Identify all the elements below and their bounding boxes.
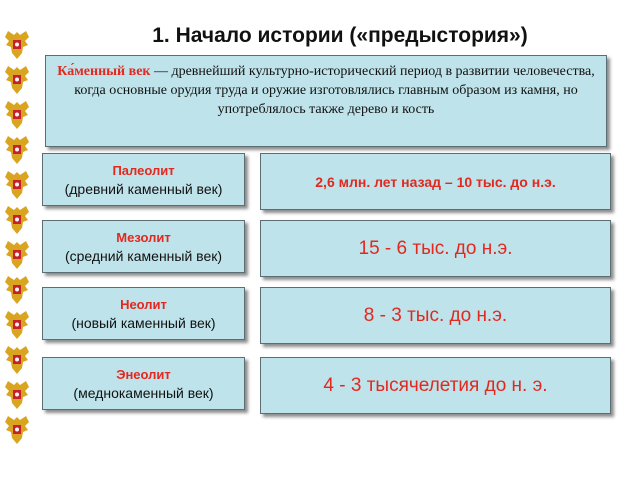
definition-box — [45, 55, 607, 147]
period-dates-neolithic: 8 - 3 тыс. до н.э. — [260, 287, 611, 344]
eagle-emblem-icon — [2, 273, 32, 306]
eagle-emblem-icon — [2, 203, 32, 236]
eagle-emblem-icon — [2, 28, 32, 61]
definition-text: — древнейший культурно-исторический период в развитии человечества, когда основные орудия труда и оружие изготовлялись главным образом из камня, но употреблялось также дерево и кость — [74, 64, 595, 117]
eagle-emblem-icon — [2, 413, 32, 446]
period-subtitle: (меднокаменный век) — [73, 384, 214, 401]
eagle-emblem-icon — [2, 133, 32, 166]
emblem-column — [2, 28, 36, 448]
period-name: Мезолит — [116, 229, 171, 245]
eagle-emblem-icon — [2, 63, 32, 96]
period-subtitle: (новый каменный век) — [71, 314, 216, 331]
period-box-mesolithic — [42, 220, 245, 273]
period-box-eneolithic — [42, 357, 245, 410]
period-box-paleolithic — [42, 153, 245, 206]
period-box-neolithic — [42, 287, 245, 340]
eagle-emblem-icon — [2, 308, 32, 341]
period-dates-eneolithic: 4 - 3 тысячелетия до н. э. — [260, 357, 611, 414]
eagle-emblem-icon — [2, 98, 32, 131]
period-name: Палеолит — [112, 162, 175, 178]
period-dates-paleolithic: 2,6 млн. лет назад – 10 тыс. до н.э. — [260, 153, 611, 210]
eagle-emblem-icon — [2, 343, 32, 376]
slide-title: 1. Начало истории («предыстория») — [152, 24, 528, 47]
period-subtitle: (средний каменный век) — [64, 247, 223, 264]
period-subtitle: (древний каменный век) — [64, 180, 223, 197]
eagle-emblem-icon — [2, 238, 32, 271]
period-name: Энеолит — [116, 366, 171, 382]
period-dates-mesolithic: 15 - 6 тыс. до н.э. — [260, 220, 611, 277]
eagle-emblem-icon — [2, 168, 32, 201]
period-name: Неолит — [120, 296, 167, 312]
definition-term: Ка́менный век — [57, 64, 151, 79]
eagle-emblem-icon — [2, 378, 32, 411]
